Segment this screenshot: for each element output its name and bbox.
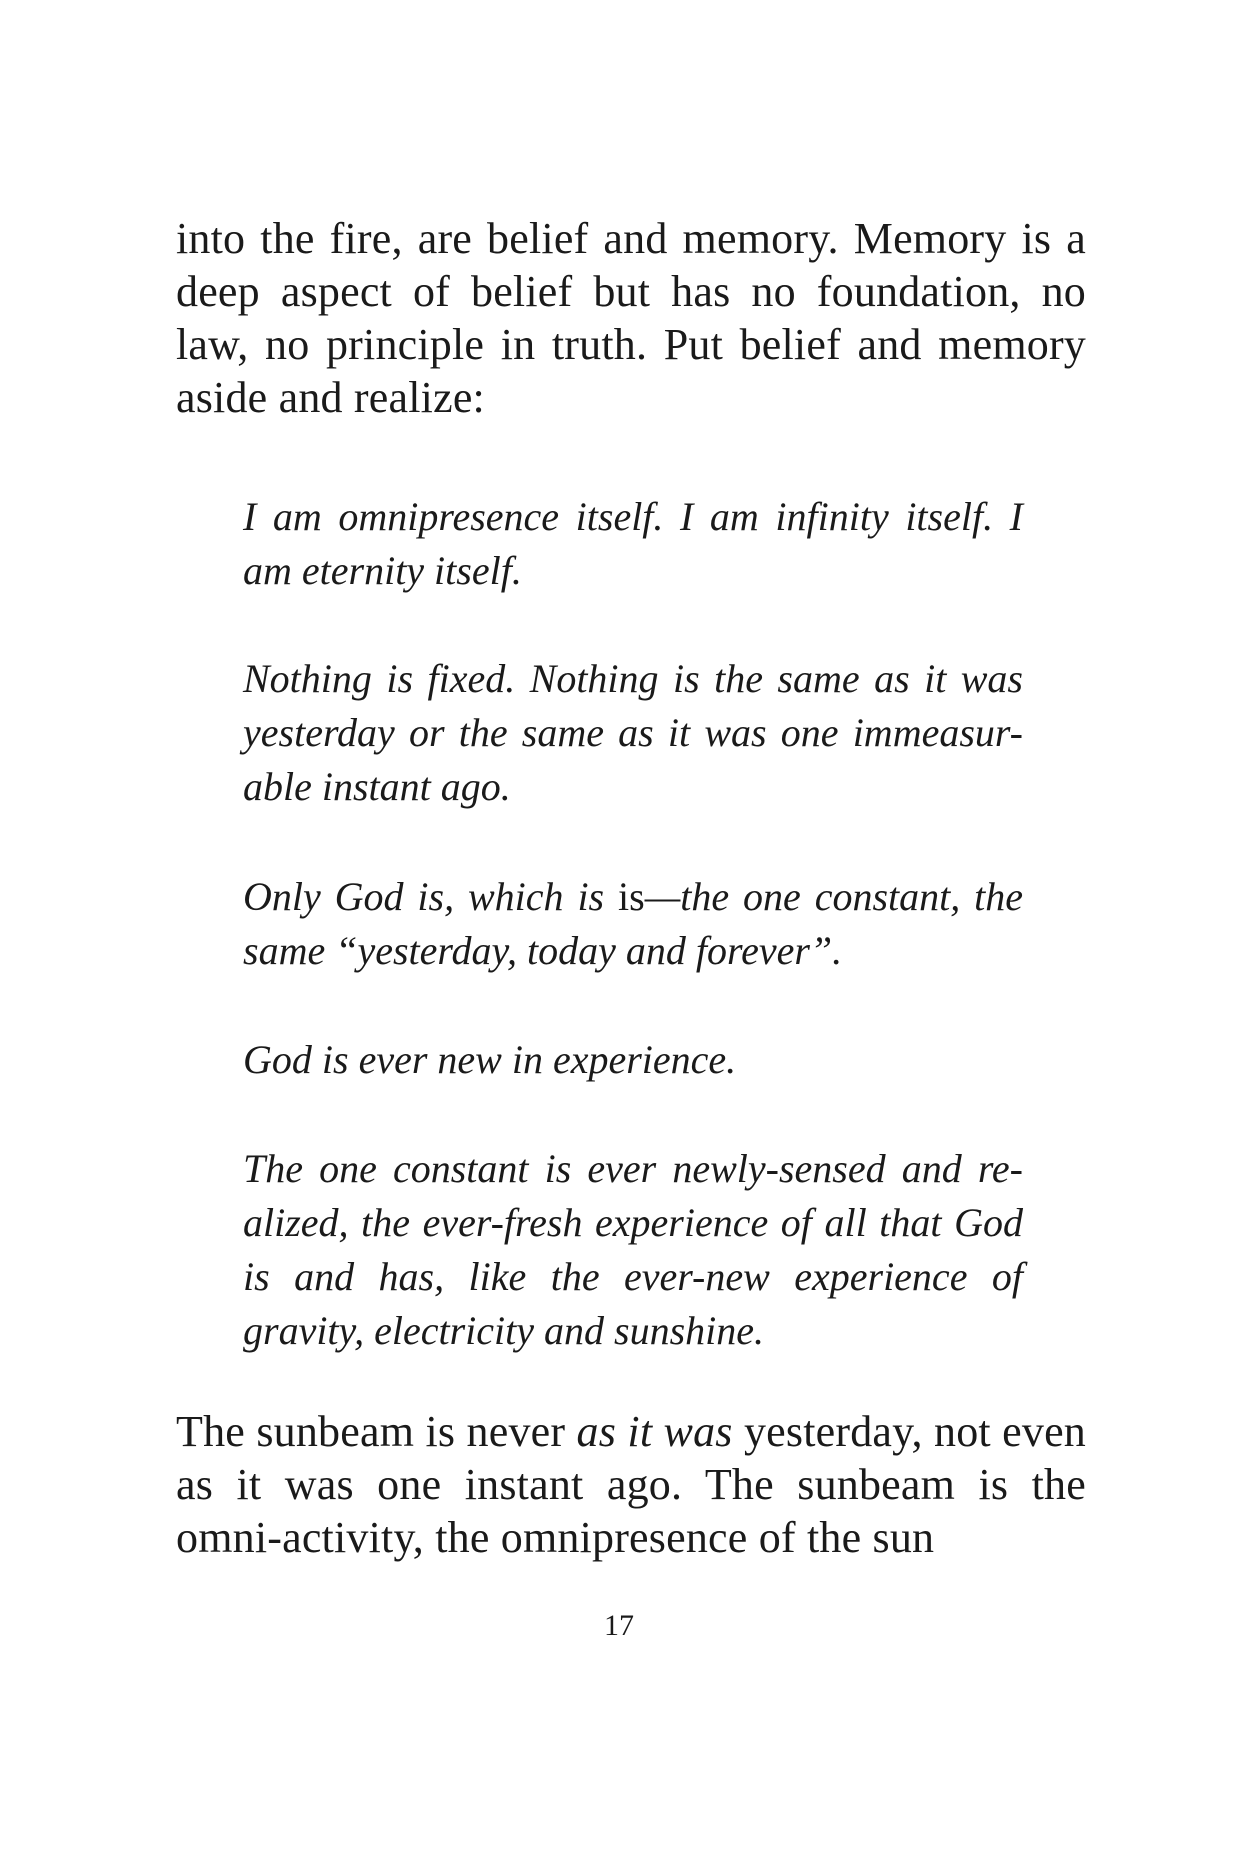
- page-number: 17: [604, 1609, 634, 1642]
- closing-paragraph-emphasis: as it was: [576, 1407, 733, 1456]
- quote-only-god-is-upright: is: [618, 874, 645, 919]
- quote-omnipresence: I am omnipresence itself. I am infinity itself. I am eternity itself.: [243, 494, 1023, 593]
- quote-nothing-is-fixed: Nothing is fixed. Nothing is the same as it was yesterday or the same as it was one immeasur-able instant ago.: [243, 656, 1023, 809]
- quote-ever-new: God is ever new in experience.: [243, 1037, 737, 1082]
- intro-paragraph: into the fire, are belief and memory. Memory is a deep aspect of belief but has no foundation, no law, no principle in truth. Put belief and memory aside and realize:: [176, 214, 1086, 422]
- closing-paragraph: [176, 1405, 1086, 1564]
- quote-one-constant: The one constant is ever newly-sensed and re-alized, the ever-fresh experience of all that God is and has, like the ever-new experience of gravity, electricity and sunshine.: [243, 1146, 1023, 1353]
- quote-only-god-is: [243, 870, 1023, 978]
- closing-paragraph-start: The sunbeam is never: [176, 1407, 577, 1456]
- quote-only-god-is-start: Only God is, which is: [243, 874, 619, 919]
- closing-paragraph-end: yesterday, not even as it was one instant ago. The sunbeam is the omni-activity, the omnipresence of the sun: [176, 1407, 1087, 1562]
- quote-only-god-is-end: —the one constant, the same “yesterday, today and forever”.: [243, 874, 1024, 973]
